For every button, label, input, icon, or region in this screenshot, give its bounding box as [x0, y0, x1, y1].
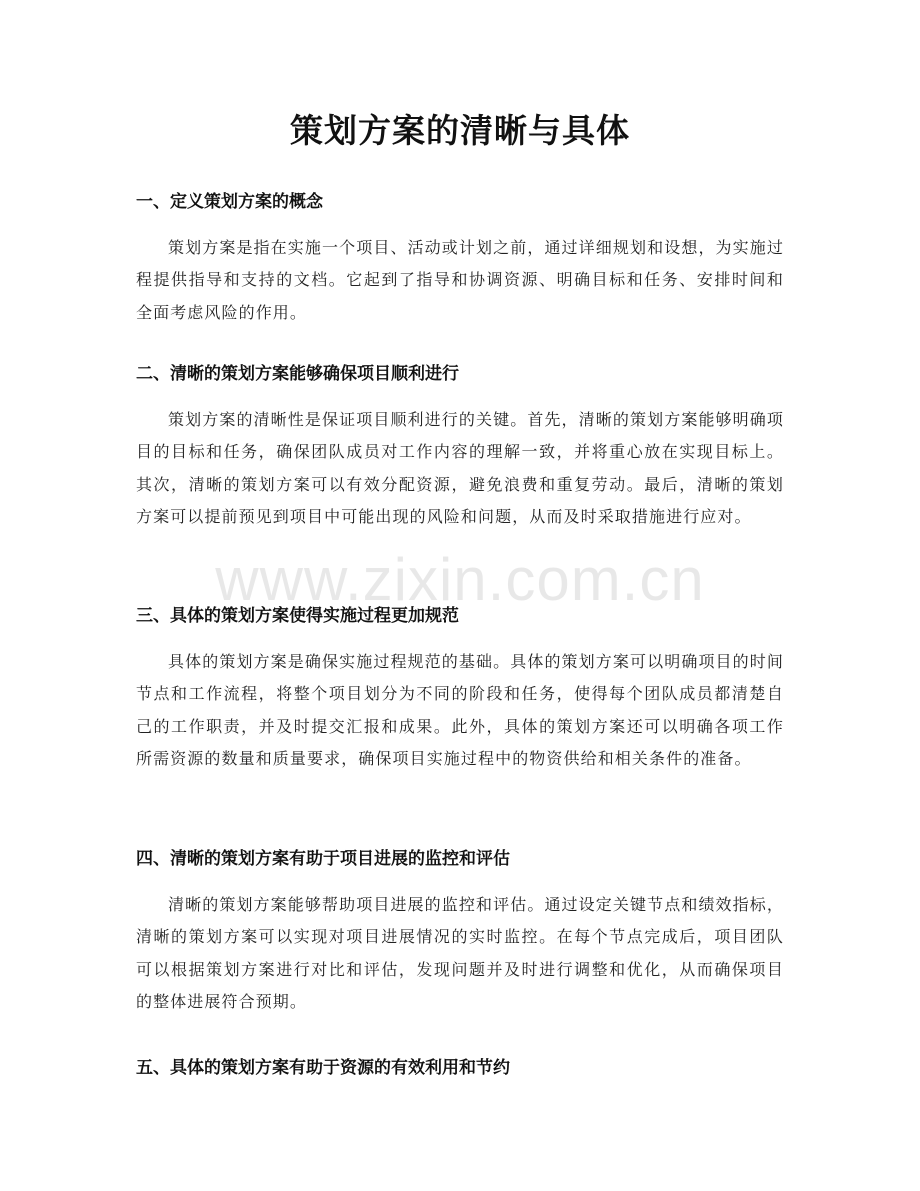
section-2 [136, 362, 784, 534]
section-paragraph: 具体的策划方案是确保实施过程规范的基础。具体的策划方案可以明确项目的时间节点和工作流程，将整个项目划分为不同的阶段和任务，使得每个团队成员都清楚自己的工作职责，并及时提交汇报和成果。此外，具体的策划方案还可以明确各项工作所需资源的数量和质量要求，确保项目实施过程中的物资供给和相关条件的准备。 [136, 652, 784, 769]
section-heading: 三、具体的策划方案使得实施过程更加规范 [136, 606, 459, 626]
section-4 [136, 847, 784, 1019]
section-1 [136, 190, 784, 329]
section-heading: 四、清晰的策划方案有助于项目进展的监控和评估 [136, 849, 510, 869]
section-heading: 二、清晰的策划方案能够确保项目顺利进行 [136, 364, 459, 384]
section-heading: 五、具体的策划方案有助于资源的有效利用和节约 [136, 1058, 510, 1078]
section-5 [136, 1056, 784, 1080]
watermark: www.zixin.com.cn [215, 546, 705, 613]
section-paragraph: 清晰的策划方案能够帮助项目进展的监控和评估。通过设定关键节点和绩效指标，清晰的策划方案可以实现对项目进展情况的实时监控。在每个节点完成后，项目团队可以根据策划方案进行对比和评估，发现问题并及时进行调整和优化，从而确保项目的整体进展符合预期。 [136, 895, 784, 1012]
section-3 [136, 604, 784, 776]
section-heading: 一、定义策划方案的概念 [136, 192, 323, 212]
section-paragraph: 策划方案是指在实施一个项目、活动或计划之前，通过详细规划和设想，为实施过程提供指导和支持的文档。它起到了指导和协调资源、明确目标和任务、安排时间和全面考虑风险的作用。 [136, 238, 784, 322]
section-paragraph: 策划方案的清晰性是保证项目顺利进行的关键。首先，清晰的策划方案能够明确项目的目标和任务，确保团队成员对工作内容的理解一致，并将重心放在实现目标上。其次，清晰的策划方案可以有效分配资源，避免浪费和重复劳动。最后，清晰的策划方案可以提前预见到项目中可能出现的风险和问题，从而及时采取措施进行应对。 [136, 410, 784, 527]
document-title: 策划方案的清晰与具体 [290, 111, 630, 150]
